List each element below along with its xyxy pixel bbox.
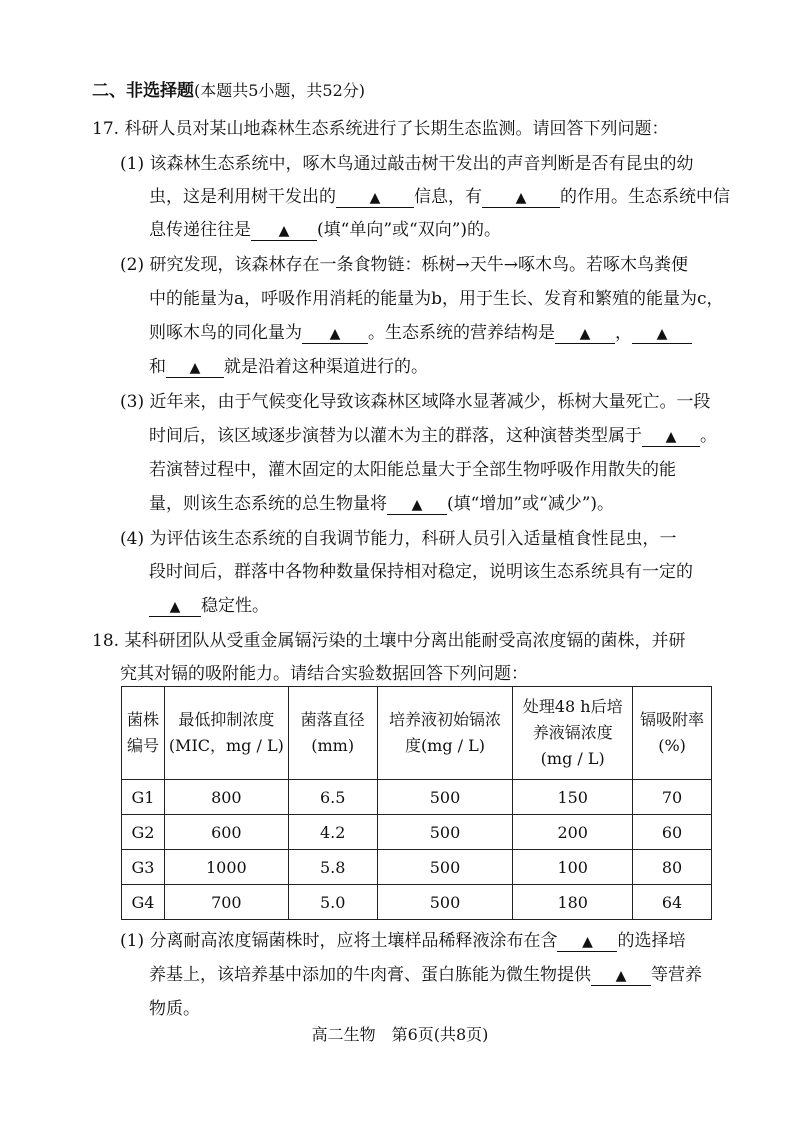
- q17-p1-line1: (1) 该森林生态系统中，啄木鸟通过敲击树干发出的声音判断是否有昆虫的幼: [120, 154, 694, 174]
- q17-p4-line2: 段时间后，群落中各物种数量保持相对稳定，说明该生态系统具有一定的: [149, 562, 693, 582]
- table-cell: 60: [633, 815, 712, 850]
- q17-stem: 17. 科研人员对某山地森林生态系统进行了长期生态监测。请回答下列问题：: [92, 119, 669, 139]
- table-cell: 5.0: [288, 885, 377, 920]
- q17-p3-line1: (3) 近年来，由于气候变化导致该森林区域降水显著减少，栎树大量死亡。一段: [120, 392, 711, 412]
- table-cell: 64: [633, 885, 712, 920]
- table-cell: 600: [164, 815, 288, 850]
- q17-p1-text-c: 的作用。生态系统中信: [560, 187, 730, 207]
- table-cell: 150: [513, 780, 633, 815]
- q17-p3-text-a: 时间后，该区域逐步演替为以灌木为主的群落，这种演替类型属于: [149, 426, 642, 446]
- table-cell: 500: [377, 815, 513, 850]
- table-cell: 180: [513, 885, 633, 920]
- q17-p2-line2: 中的能量为a，呼吸作用消耗的能量为b，用于生长、发育和繁殖的能量为c，: [149, 289, 724, 309]
- q17-p1-line2: [149, 186, 730, 208]
- q17-p3-line2: [149, 425, 717, 447]
- q17-p3-text-c: 量，则该生态系统的总生物量将: [149, 494, 387, 514]
- table-cell: G2: [122, 815, 165, 850]
- table-row: [122, 780, 712, 815]
- table-cell: G3: [122, 850, 165, 885]
- q17-p1-line3: [149, 219, 501, 241]
- q18-p1-text-b: 的选择培: [617, 931, 686, 951]
- table-row: [122, 815, 712, 850]
- q18-p1-line2: [149, 964, 702, 986]
- header-strain-id: 菌株 编号: [122, 687, 165, 780]
- q17-p4-line3: [149, 595, 269, 617]
- table-cell: G4: [122, 885, 165, 920]
- table-cell: 5.8: [288, 850, 377, 885]
- q17-p2-line3: [149, 322, 692, 344]
- q18-stem-line1: 18. 某科研团队从受重金属镉污染的土壤中分离出能耐受高浓度镉的菌株，并研: [92, 631, 686, 651]
- q17-p2-text-d: 和: [149, 357, 166, 377]
- table-header-row: [122, 687, 712, 780]
- answer-blank[interactable]: ▲: [251, 221, 317, 241]
- q17-p1-text-a: 虫，这是利用树干发出的: [149, 187, 336, 207]
- q18-stem-line2: 究其对镉的吸附能力。请结合实验数据回答下列问题：: [120, 664, 528, 684]
- header-adsorption-rate: 镉吸附率 (%): [633, 687, 712, 780]
- q17-p2-text-b: 。生态系统的营养结构是: [368, 323, 555, 343]
- q17-p3-line3: 若演替过程中，灌木固定的太阳能总量大于全部生物呼吸作用散失的能: [149, 460, 676, 480]
- answer-blank[interactable]: ▲: [642, 427, 700, 447]
- answer-blank[interactable]: ▲: [557, 932, 617, 952]
- header-colony-diameter: 菌落直径 (mm): [288, 687, 377, 780]
- q17-p3-text-d: (填“增加”或“减少”)。: [447, 494, 615, 514]
- page-footer: 高二生物 第6页(共8页): [311, 1025, 489, 1044]
- q17-p2-line1: (2) 研究发现，该森林存在一条食物链：栎树→天牛→啄木鸟。若啄木鸟粪便: [120, 255, 688, 275]
- q18-p1-text-c: 养基上，该培养基中添加的牛肉膏、蛋白胨能为微生物提供: [149, 965, 591, 985]
- header-cd-after-48h: 处理48 h后培 养液镉浓度 (mg / L): [513, 687, 633, 780]
- q18-p1-text-d: 等营养: [651, 965, 702, 985]
- answer-blank[interactable]: ▲: [166, 358, 224, 378]
- q17-p4-line1: (4) 为评估该生态系统的自我调节能力，科研人员引入适量植食性昆虫，一: [120, 529, 677, 549]
- table-cell: G1: [122, 780, 165, 815]
- table-cell: 4.2: [288, 815, 377, 850]
- table-cell: 500: [377, 850, 513, 885]
- q17-p2-text-c: ，: [615, 323, 632, 343]
- table-cell: 800: [164, 780, 288, 815]
- table-cell: 100: [513, 850, 633, 885]
- q17-p3-text-b: 。: [700, 426, 717, 446]
- q17-p1-text-b: 信息，有: [414, 187, 482, 207]
- q18-p1-line3: 物质。: [149, 999, 200, 1019]
- table-row: [122, 850, 712, 885]
- q17-p2-text-e: 就是沿着这种渠道进行的。: [224, 357, 428, 377]
- strain-data-table: [121, 686, 712, 920]
- answer-blank[interactable]: ▲: [149, 597, 201, 617]
- q17-p4-text: 稳定性。: [201, 596, 269, 616]
- table-cell: 1000: [164, 850, 288, 885]
- table-cell: 500: [377, 780, 513, 815]
- q17-p3-line4: [149, 493, 614, 515]
- answer-blank[interactable]: ▲: [591, 966, 651, 986]
- table-cell: 70: [633, 780, 712, 815]
- section-title: 二、非选择题: [92, 81, 194, 101]
- q17-p2-line4: [149, 356, 428, 378]
- answer-blank[interactable]: ▲: [336, 188, 414, 208]
- answer-blank[interactable]: ▲: [302, 324, 368, 344]
- q17-p1-text-e: (填“单向”或“双向”)的。: [317, 220, 502, 240]
- header-mic: 最低抑制浓度 (MIC，mg / L): [164, 687, 288, 780]
- table-cell: 200: [513, 815, 633, 850]
- table-cell: 700: [164, 885, 288, 920]
- section-heading: [92, 80, 365, 102]
- header-initial-cd: 培养液初始镉浓 度(mg / L): [377, 687, 513, 780]
- answer-blank[interactable]: ▲: [387, 495, 447, 515]
- q17-p1-text-d: 息传递往往是: [149, 220, 251, 240]
- table-cell: 6.5: [288, 780, 377, 815]
- table-row: [122, 885, 712, 920]
- q18-p1-line1: [120, 930, 685, 952]
- answer-blank[interactable]: ▲: [555, 324, 615, 344]
- answer-blank[interactable]: ▲: [632, 324, 692, 344]
- q18-p1-text-a: (1) 分离耐高浓度镉菌株时，应将土壤样品稀释液涂布在含: [120, 931, 558, 951]
- q17-p2-text-a: 则啄木鸟的同化量为: [149, 323, 302, 343]
- table-cell: 80: [633, 850, 712, 885]
- section-note: (本题共5小题，共52分): [194, 81, 366, 100]
- answer-blank[interactable]: ▲: [482, 188, 560, 208]
- table-cell: 500: [377, 885, 513, 920]
